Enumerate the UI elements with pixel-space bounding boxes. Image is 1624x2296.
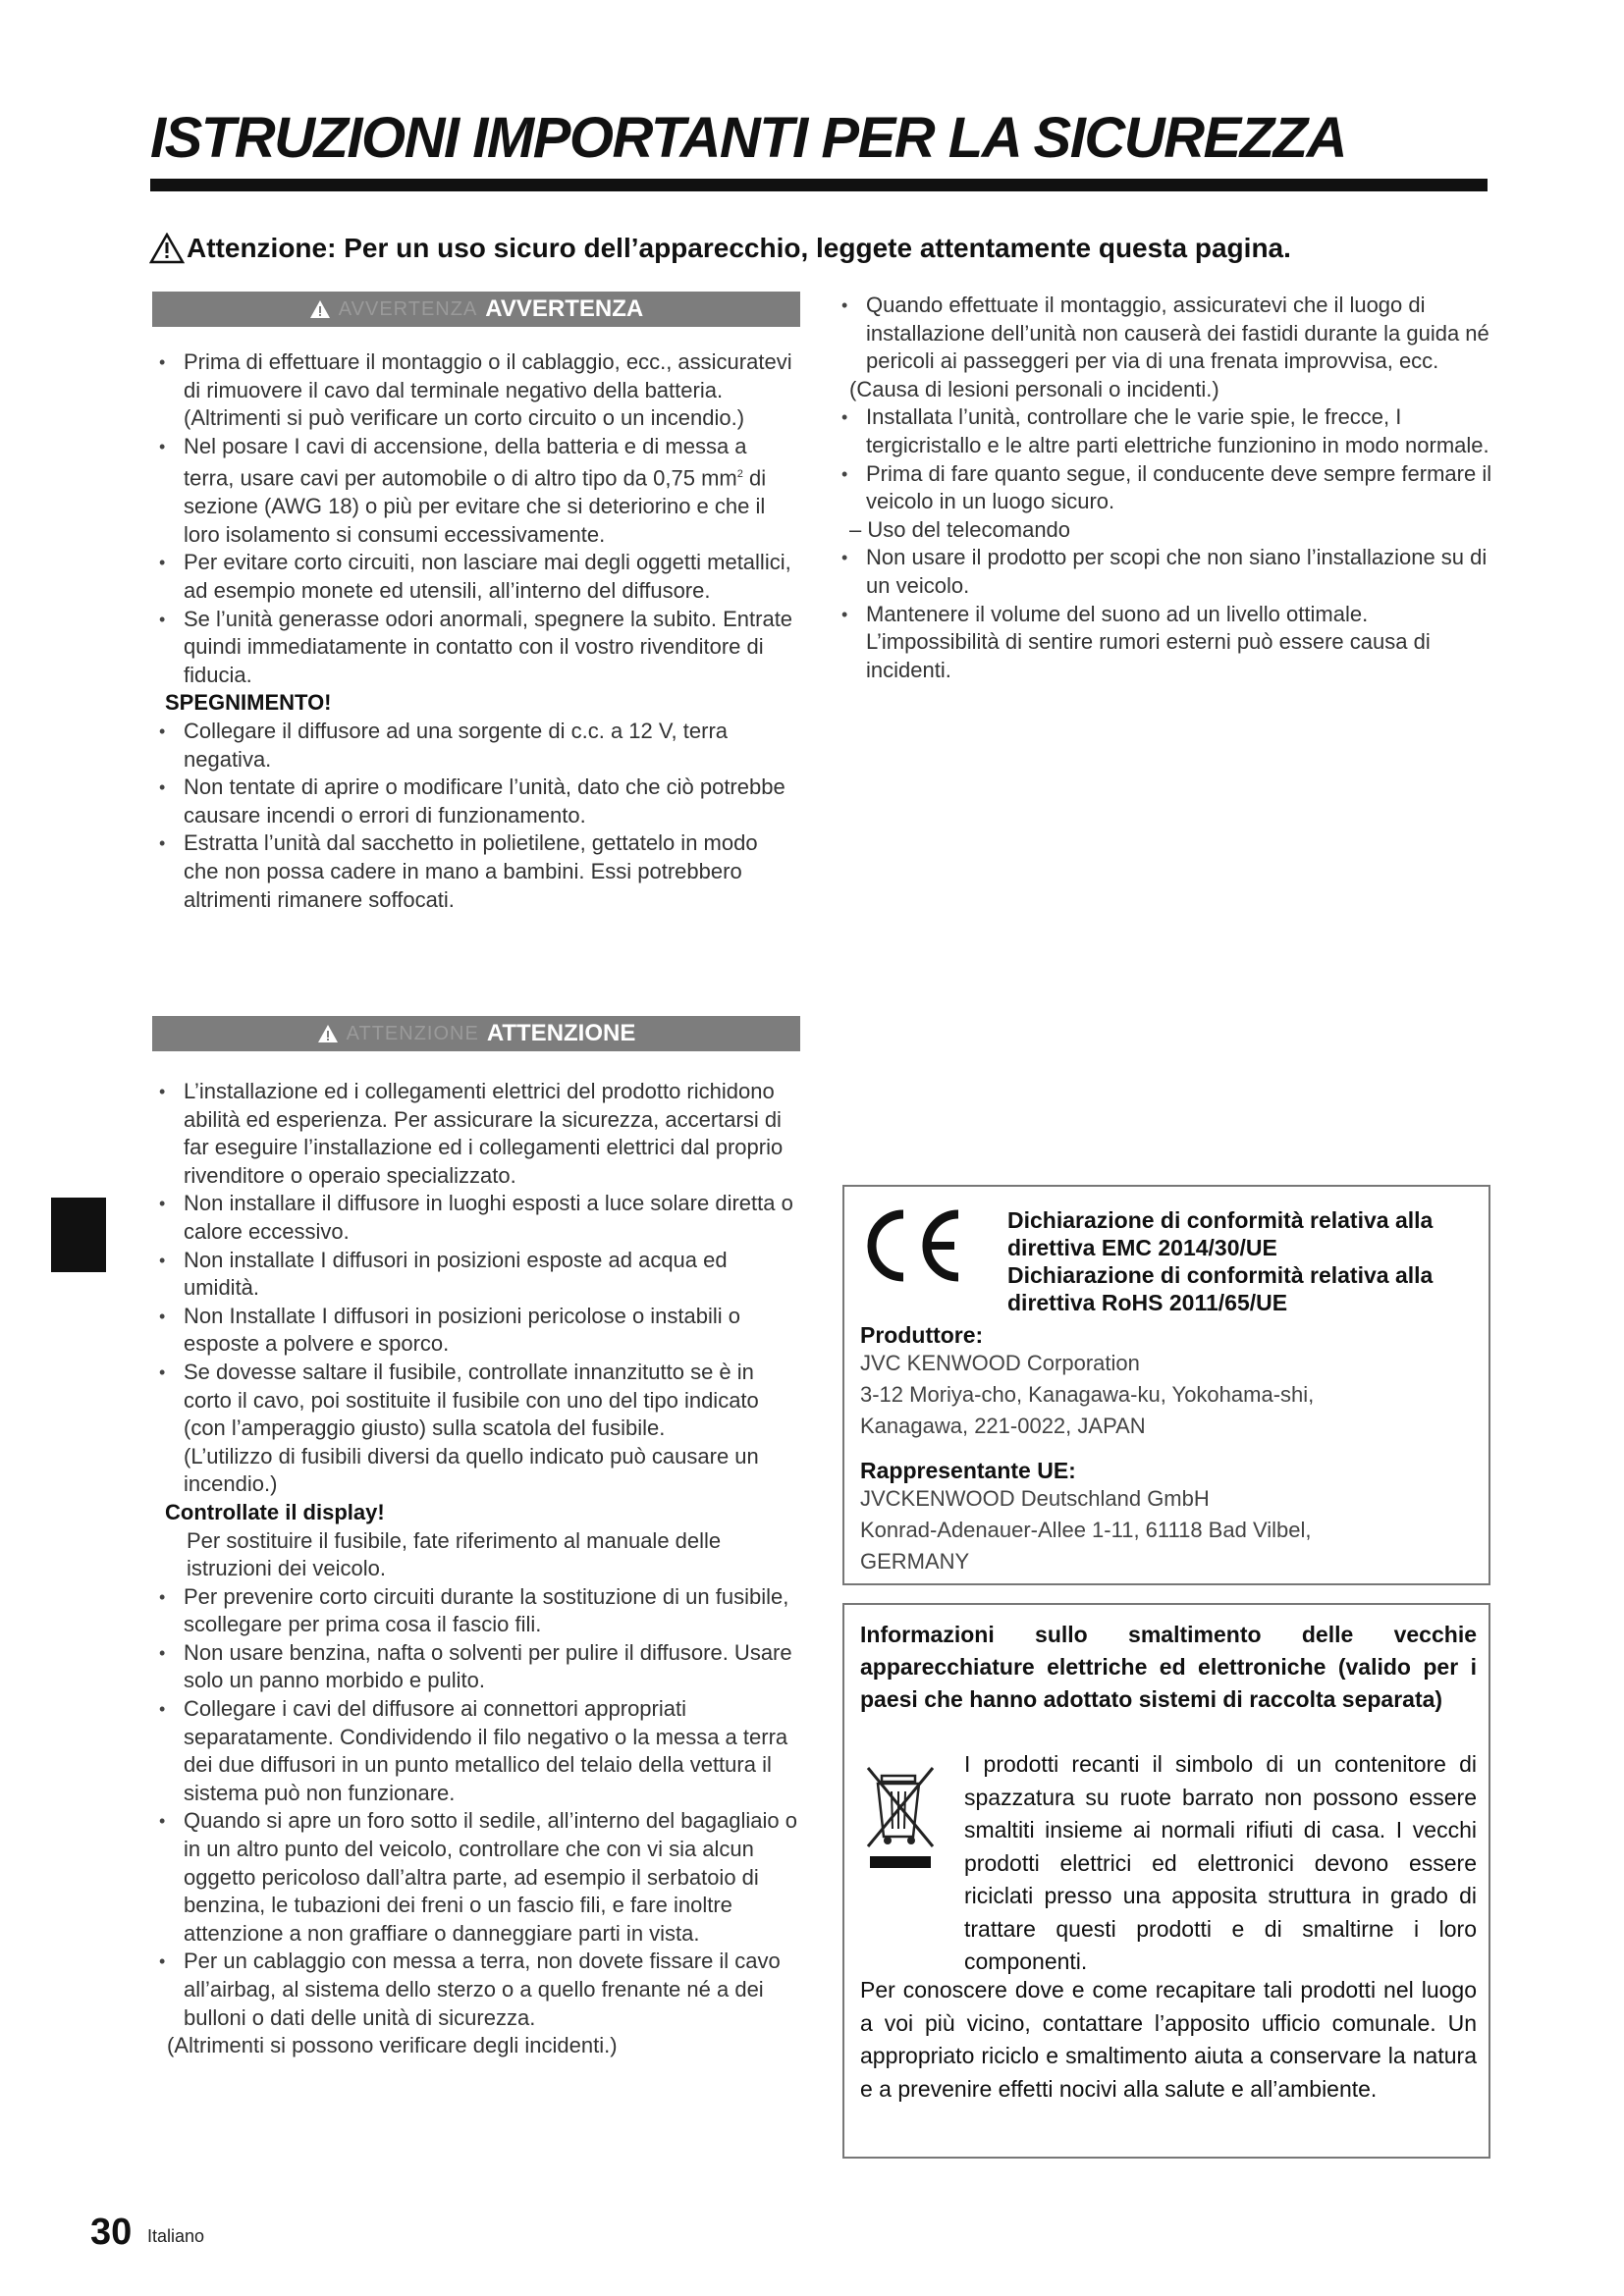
warning-triangle-icon	[317, 1024, 339, 1043]
list-item: • Quando si apre un foro sotto il sedile, all’interno del bagagliaio o in un altro punto del veicolo, controllare che con vi sia alcun oggetto pericoloso dall’altra parte, ad esempio il serbatoio di benzina, le tubazioni dei freni o un fascio fili, e fare inoltre attenzione a non graffiare o danneggiare parti in vista.	[157, 1807, 797, 1948]
list-item: • L’installazione ed i collegamenti elettrici del prodotto richidono abilità ed esperienza. Per assicurare la sicurezza, accertarsi di far eseguire l’installazione ed i collegamenti elettrici dal proprio rivenditore o operaio specializzato.	[157, 1078, 797, 1190]
list-item: • Non Installate I diffusori in posizioni pericolose o instabili o esposte a polvere e sporco.	[157, 1303, 797, 1359]
caution-banner-label: ATTENZIONE	[486, 1020, 636, 1046]
page-title: ISTRUZIONI IMPORTANTI PER LA SICUREZZA	[150, 106, 1346, 170]
list-item: • Prima di fare quanto segue, il conducente deve sempre fermare il veicolo in un luogo sicuro.	[839, 460, 1492, 516]
rohs-declaration: Dichiarazione di conformità relativa alla direttiva RoHS 2011/65/UE	[1007, 1262, 1434, 1315]
eu-rep-name: JVCKENWOOD Deutschland GmbH	[860, 1486, 1210, 1511]
eu-rep-label: Rappresentante UE:	[860, 1458, 1076, 1483]
disposal-footer: Per conoscere dove e come recapitare tali prodotti nel luogo a voi più vicino, contattare l’apposito ufficio comunale. Un appropriato riciclo e smaltimento aiuta a conservare la natura e a prevenire effetti nocivi alla salute e all’ambiente.	[860, 1977, 1477, 2102]
page-subtitle: Attenzione: Per un uso sicuro dell’apparecchio, leggete attentamente questa pagina.	[187, 233, 1291, 263]
warning-section	[157, 348, 797, 914]
eu-rep-address-line2: GERMANY	[860, 1549, 970, 1574]
list-item: • Per prevenire corto circuiti durante la sostituzione di un fusibile, scollegare per prima cosa il fascio fili.	[157, 1583, 797, 1639]
shutdown-heading: SPEGNIMENTO!	[165, 690, 332, 716]
right-column	[839, 292, 1492, 684]
list-item: • Per evitare corto circuiti, non lasciare mai degli oggetti metallici, ad esempio monete ed utensili, all’interno del diffusore.	[157, 549, 797, 605]
list-item: • Se l’unità generasse odori anormali, spegnere la subito. Entrate quindi immediatamente in contatto con il vostro rivenditore di fiducia.	[157, 606, 797, 690]
warning-banner	[152, 292, 800, 327]
list-item: • Mantenere il volume del suono ad un livello ottimale. L’impossibilità di sentire rumori esterni può essere causa di incidenti.	[839, 601, 1492, 685]
list-item: • Estratta l’unità dal sacchetto in polietilene, gettatelo in modo che non possa cadere in mano a bambini. Essi potrebbero altrimenti rimanere soffocati.	[157, 829, 797, 914]
emc-declaration: Dichiarazione di conformità relativa alla direttiva EMC 2014/30/UE	[1007, 1207, 1434, 1260]
remote-control-item: – Uso del telecomando	[849, 516, 1071, 542]
list-item	[157, 433, 797, 550]
page-number: 30	[90, 2212, 133, 2253]
caution-section	[157, 1078, 797, 2060]
list-item: • Installata l’unità, controllare che le varie spie, le frecce, I tergicristallo e le altre parti elettriche funzionino in modo normale.	[839, 403, 1492, 459]
disposal-body: I prodotti recanti il simbolo di un contenitore di spazzatura su ruote barrato non possono essere smaltiti insieme ai normali rifiuti di casa. I vecchi prodotti elettrici ed elettronici devono essere riciclati presso una apposita struttura in grado di trattare questi prodotti e di smaltirne i loro componenti.	[964, 1751, 1477, 1974]
eu-rep-address-line1: Konrad-Adenauer-Allee 1-11, 61118 Bad Vilbel,	[860, 1518, 1312, 1542]
conformity-declarations	[1007, 1206, 1479, 1316]
producer-label: Produttore:	[860, 1322, 984, 1348]
fuse-note: (L’utilizzo di fusibili diversi da quello indicato può causare un incendio.)	[184, 1443, 759, 1497]
list-item: • Non usare il prodotto per scopi che non siano l’installazione su di un veicolo.	[839, 544, 1492, 600]
producer-address-line1: 3-12 Moriya-cho, Kanagawa-ku, Yokohama-shi,	[860, 1382, 1315, 1407]
list-item: • Per un cablaggio con messa a terra, non dovete fissare il cavo all’airbag, al sistema dello sterzo o a quello frenante né a dei bulloni o dati delle unità di sicurezza.	[157, 1948, 797, 2032]
list-item: • Quando effettuate il montaggio, assicuratevi che il luogo di installazione dell’unità non causerà dei fastidi durante la guida né pericoli ai passeggeri per via di una frenata improvvisa, ecc.	[839, 292, 1492, 376]
caution-banner	[152, 1016, 800, 1051]
injury-note: (Causa di lesioni personali o incidenti.)	[849, 376, 1219, 401]
list-item: • Collegare il diffusore ad una sorgente di c.c. a 12 V, terra negativa.	[157, 718, 797, 774]
warning-triangle-icon	[309, 299, 331, 319]
ce-mark-icon	[860, 1206, 968, 1285]
conformity-box	[842, 1185, 1490, 1585]
display-heading: Controllate il display!	[165, 1499, 385, 1524]
unit-text: mm	[701, 465, 737, 491]
list-item: • Se dovesse saltare il fusibile, controllate innanzitutto se è in corto il cavo, poi sostituite il fusibile con uno del tipo indicato (con l’amperaggio giusto) sulla scatola del fusibile.	[157, 1359, 797, 1443]
list-item-text: Nel posare I cavi di accensione, della batteria e di messa a terra, usare cavi per automobile o di altro tipo da 0,75	[184, 433, 747, 491]
list-item: • Prima di effettuare il montaggio o il cablaggio, ecc., assicuratevi di rimuovere il cavo dal terminale negativo della batteria. (Altrimenti si può verificare un corto circuito o un incendio.)	[157, 348, 797, 433]
warning-banner-ghost-text: AVVERTENZA	[338, 297, 478, 320]
crossed-bin-icon	[864, 1762, 939, 1870]
producer-name: JVC KENWOOD Corporation	[860, 1351, 1140, 1375]
page-language: Italiano	[147, 2226, 205, 2246]
list-item: • Collegare i cavi del diffusore ai connettori appropriati separatamente. Condividendo il filo negativo o la messa a terra dei due diffusori in un punto metallico del telaio della vettura il sistema può non funzionare.	[157, 1695, 797, 1807]
list-item: • Non installate I diffusori in posizioni esposte ad acqua ed umidità.	[157, 1247, 797, 1303]
display-text: Per sostituire il fusibile, fate riferimento al manuale delle istruzioni dei veicolo.	[187, 1527, 722, 1581]
list-item: • Non installare il diffusore in luoghi esposti a luce solare diretta o calore eccessivo.	[157, 1190, 797, 1246]
final-note: (Altrimenti si possono verificare degli incidenti.)	[167, 2033, 618, 2058]
list-item-text: di sezione (AWG 18) o più per evitare che si deteriorino e che il loro isolamento si consumi eccessivamente.	[184, 465, 767, 547]
title-rule	[150, 179, 1488, 191]
producer-address-line2: Kanagawa, 221-0022, JAPAN	[860, 1414, 1146, 1438]
list-item: • Non tentate di aprire o modificare l’unità, dato che ciò potrebbe causare incendi o errori di funzionamento.	[157, 774, 797, 829]
section-marker-block	[51, 1198, 106, 1272]
warning-triangle-icon	[149, 233, 185, 264]
list-item: • Non usare benzina, nafta o solventi per pulire il diffusore. Usare solo un panno morbido e pulito.	[157, 1639, 797, 1695]
caution-banner-ghost-text: ATTENZIONE	[346, 1022, 479, 1044]
disposal-title: Informazioni sullo smaltimento delle vecchie apparecchiature elettriche ed elettroniche (valido per i paesi che hanno adottato sistemi di raccolta separata)	[860, 1622, 1477, 1712]
warning-banner-label: AVVERTENZA	[485, 295, 644, 322]
unit-superscript: 2	[736, 468, 743, 481]
disposal-box	[842, 1603, 1490, 2159]
